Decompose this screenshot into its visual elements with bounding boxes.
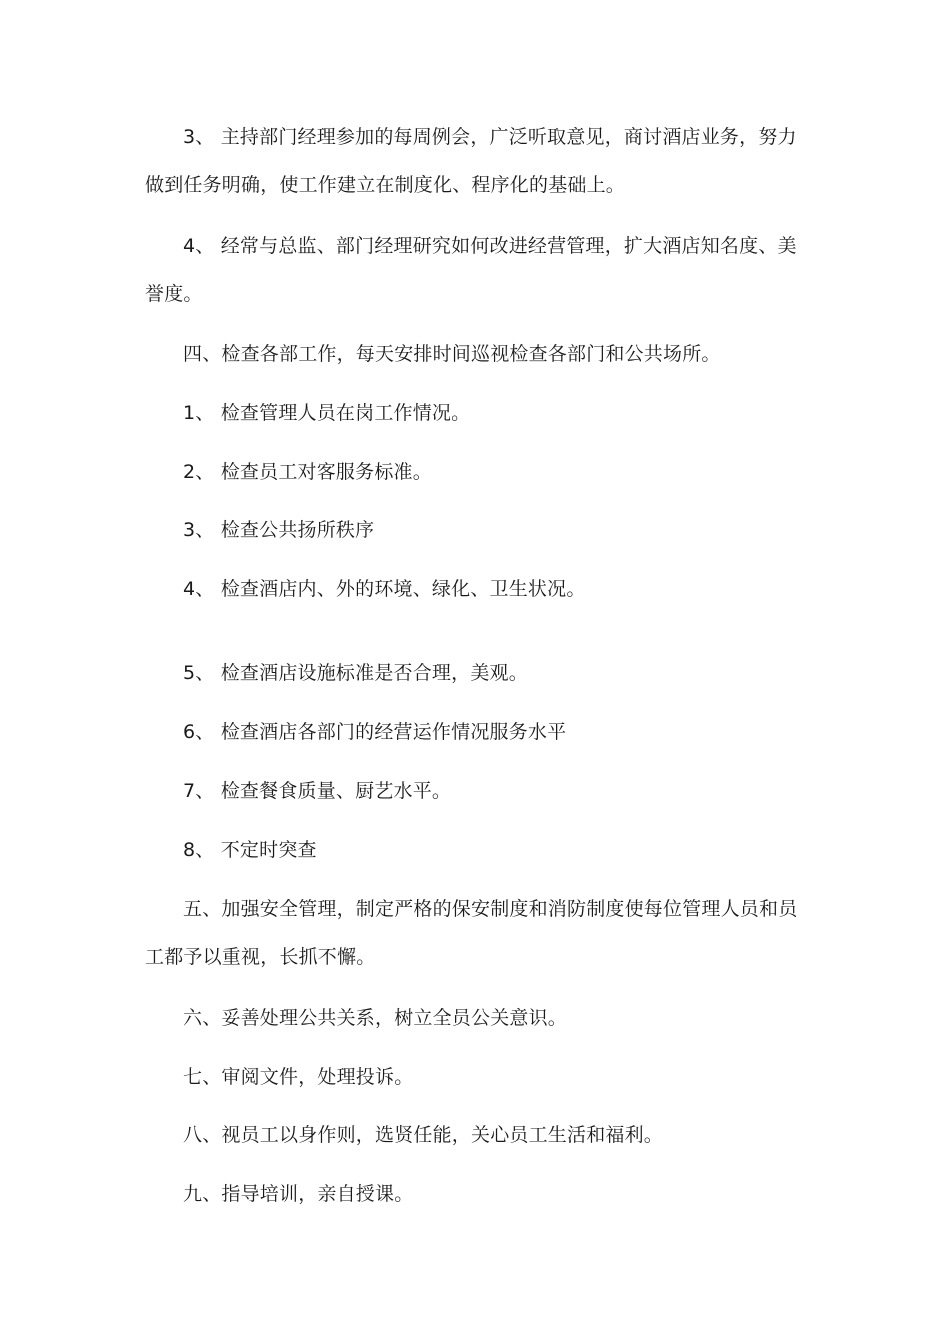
list-item-3 [145,506,810,554]
section-8-staff [145,1111,810,1159]
section-9-training [145,1170,810,1218]
section-heading: 八、视员工以身作则，选贤任能，关心员工生活和福利。 [183,1124,664,1146]
paragraph-3-weekly-meeting [145,113,810,209]
section-heading: 四、检查各部工作，每天安排时间巡视检查各部门和公共场所。 [183,343,721,365]
paragraph-line: 做到任务明确，使工作建立在制度化、程序化的基础上。 [145,174,626,196]
section-heading: 五、加强安全管理，制定严格的保安制度和消防制度使每位管理人员和员 [183,898,798,920]
paragraph-line: 工都予以重视，长抓不懈。 [145,946,376,968]
section-heading: 七、审阅文件，处理投诉。 [183,1066,414,1088]
paragraph-line: 3、 主持部门经理参加的每周例会，广泛听取意见，商讨酒店业务，努力 [183,126,797,148]
list-item-text: 8、 不定时突查 [183,839,317,861]
section-4-inspection [145,330,810,378]
list-item-text: 5、 检查酒店设施标准是否合理，美观。 [183,662,528,684]
list-item-text: 3、 检查公共扬所秩序 [183,519,375,541]
list-item-text: 1、 检查管理人员在岗工作情况。 [183,402,471,424]
list-item-8 [145,826,810,874]
list-item-text: 6、 检查酒店各部门的经营运作情况服务水平 [183,721,567,743]
list-item-1 [145,389,810,437]
list-item-text: 2、 检查员工对客服务标准。 [183,461,432,483]
section-heading: 六、妥善处理公共关系，树立全员公关意识。 [183,1007,568,1029]
section-heading: 九、指导培训，亲自授课。 [183,1183,414,1205]
section-7-documents [145,1053,810,1101]
list-item-text: 4、 检查酒店内、外的环境、绿化、卫生状况。 [183,578,586,600]
list-item-5 [145,649,810,697]
list-item-2 [145,448,810,496]
list-item-7 [145,767,810,815]
section-5-security [145,885,810,981]
list-item-4 [145,565,810,613]
paragraph-line: 4、 经常与总监、部门经理研究如何改进经营管理，扩大酒店知名度、美 [183,235,797,257]
list-item-text: 7、 检查餐食质量、厨艺水平。 [183,780,452,802]
paragraph-line: 誉度。 [145,283,203,305]
list-item-6 [145,708,810,756]
paragraph-4-management-research [145,222,810,318]
section-6-public-relations [145,994,810,1042]
